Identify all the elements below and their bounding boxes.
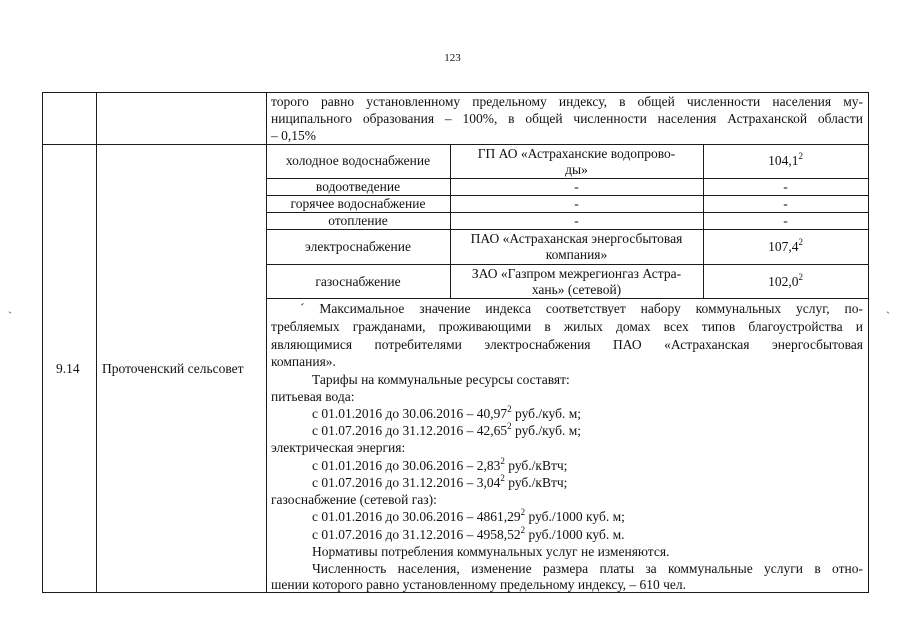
paragraph-line: компания». [271,354,336,369]
population-line: шении которого равно установленному предельному индексу, – 610 чел. [271,577,687,592]
index-value: 104,1$^2$ [768,151,803,168]
index-value: - [783,213,788,228]
page-number: 123 [444,52,461,64]
left-margin-mark: ˎ [8,300,12,314]
provider-name: ЗАО «Газпром межрегионгаз Астра- [471,266,682,281]
subtable-line [266,264,869,265]
service-name: водоотведение [315,179,401,194]
service-name: отопление [328,213,388,228]
service-name: горячее водоснабжение [290,196,426,211]
service-name: холодное водоснабжение [285,153,431,168]
index-value: 107,4$^2$ [768,237,803,254]
row-divider [42,144,869,145]
tariff-line: с 01.01.2016 до 30.06.2016 – 40,97$^2$ руб./куб. м; [312,404,581,421]
tariffs-intro: Тарифы на коммунальные ресурсы составят: [312,372,570,387]
subtable-line [266,229,869,230]
column-divider-1 [96,92,97,593]
service-name: электроснабжение [305,239,411,254]
tariff-heading: газоснабжение (сетевой газ): [271,492,437,507]
tariff-line: с 01.07.2016 до 31.12.2016 – 42,65$^2$ руб./куб. м; [312,421,581,438]
provider-name: компания» [545,247,608,262]
provider-name: ГП АО «Астраханские водопрово- [477,146,676,161]
paragraph-line: требляемых гражданами, проживающими в жилых домах всех типов благоустройства и [271,319,863,334]
right-margin-mark: ˎ [886,300,890,314]
row-name: Проточенский сельсовет [102,361,244,376]
index-value: 102,0$^2$ [768,272,803,289]
tariff-line: с 01.01.2016 до 30.06.2016 – 2,83$^2$ руб./кВтч; [312,456,568,473]
provider-name: - [574,196,579,211]
tariff-line: с 01.07.2016 до 31.12.2016 – 3,04$^2$ руб./кВтч; [312,473,568,490]
tariff-line: с 01.07.2016 до 31.12.2016 – 4958,52$^2$ руб./1000 куб. м. [312,525,625,542]
table-border-top [42,92,869,93]
tariff-line: с 01.01.2016 до 30.06.2016 – 4861,29$^2$ руб./1000 куб. м; [312,507,625,524]
row-number: 9.14 [56,361,80,376]
service-name: газоснабжение [315,274,401,289]
provider-name: хань» (сетевой) [531,282,622,297]
top-row-line-3: – 0,15% [271,128,316,143]
norms-note: Нормативы потребления коммунальных услуг не изменяются. [312,544,670,559]
tariff-heading: электрическая энергия: [271,440,406,455]
subtable-line [266,298,869,299]
tariff-heading: питьевая вода: [271,389,355,404]
paragraph-line: являющимися потребителями электроснабжения ПАО «Астраханская энергосбытовая [271,337,863,352]
index-value: - [783,179,788,194]
provider-name: ПАО «Астраханская энергосбытовая [470,231,683,246]
table-border-left [42,92,43,593]
provider-name: ды» [565,162,588,177]
index-value: - [783,196,788,211]
population-line: Численность населения, изменение размера платы за коммунальные услуги в отно- [312,561,863,576]
table-border-right [868,92,869,593]
top-row-line-2: ниципального образования – 100%, в общей численности населения Астраханской области [271,111,863,126]
top-row-line-1: торого равно установленному предельному индексу, в общей численности населения му- [271,94,863,109]
provider-name: - [574,213,579,228]
provider-name: - [574,179,579,194]
paragraph-line: ´ Максимальное значение индекса соответствует набору коммунальных услуг, по- [300,301,863,316]
